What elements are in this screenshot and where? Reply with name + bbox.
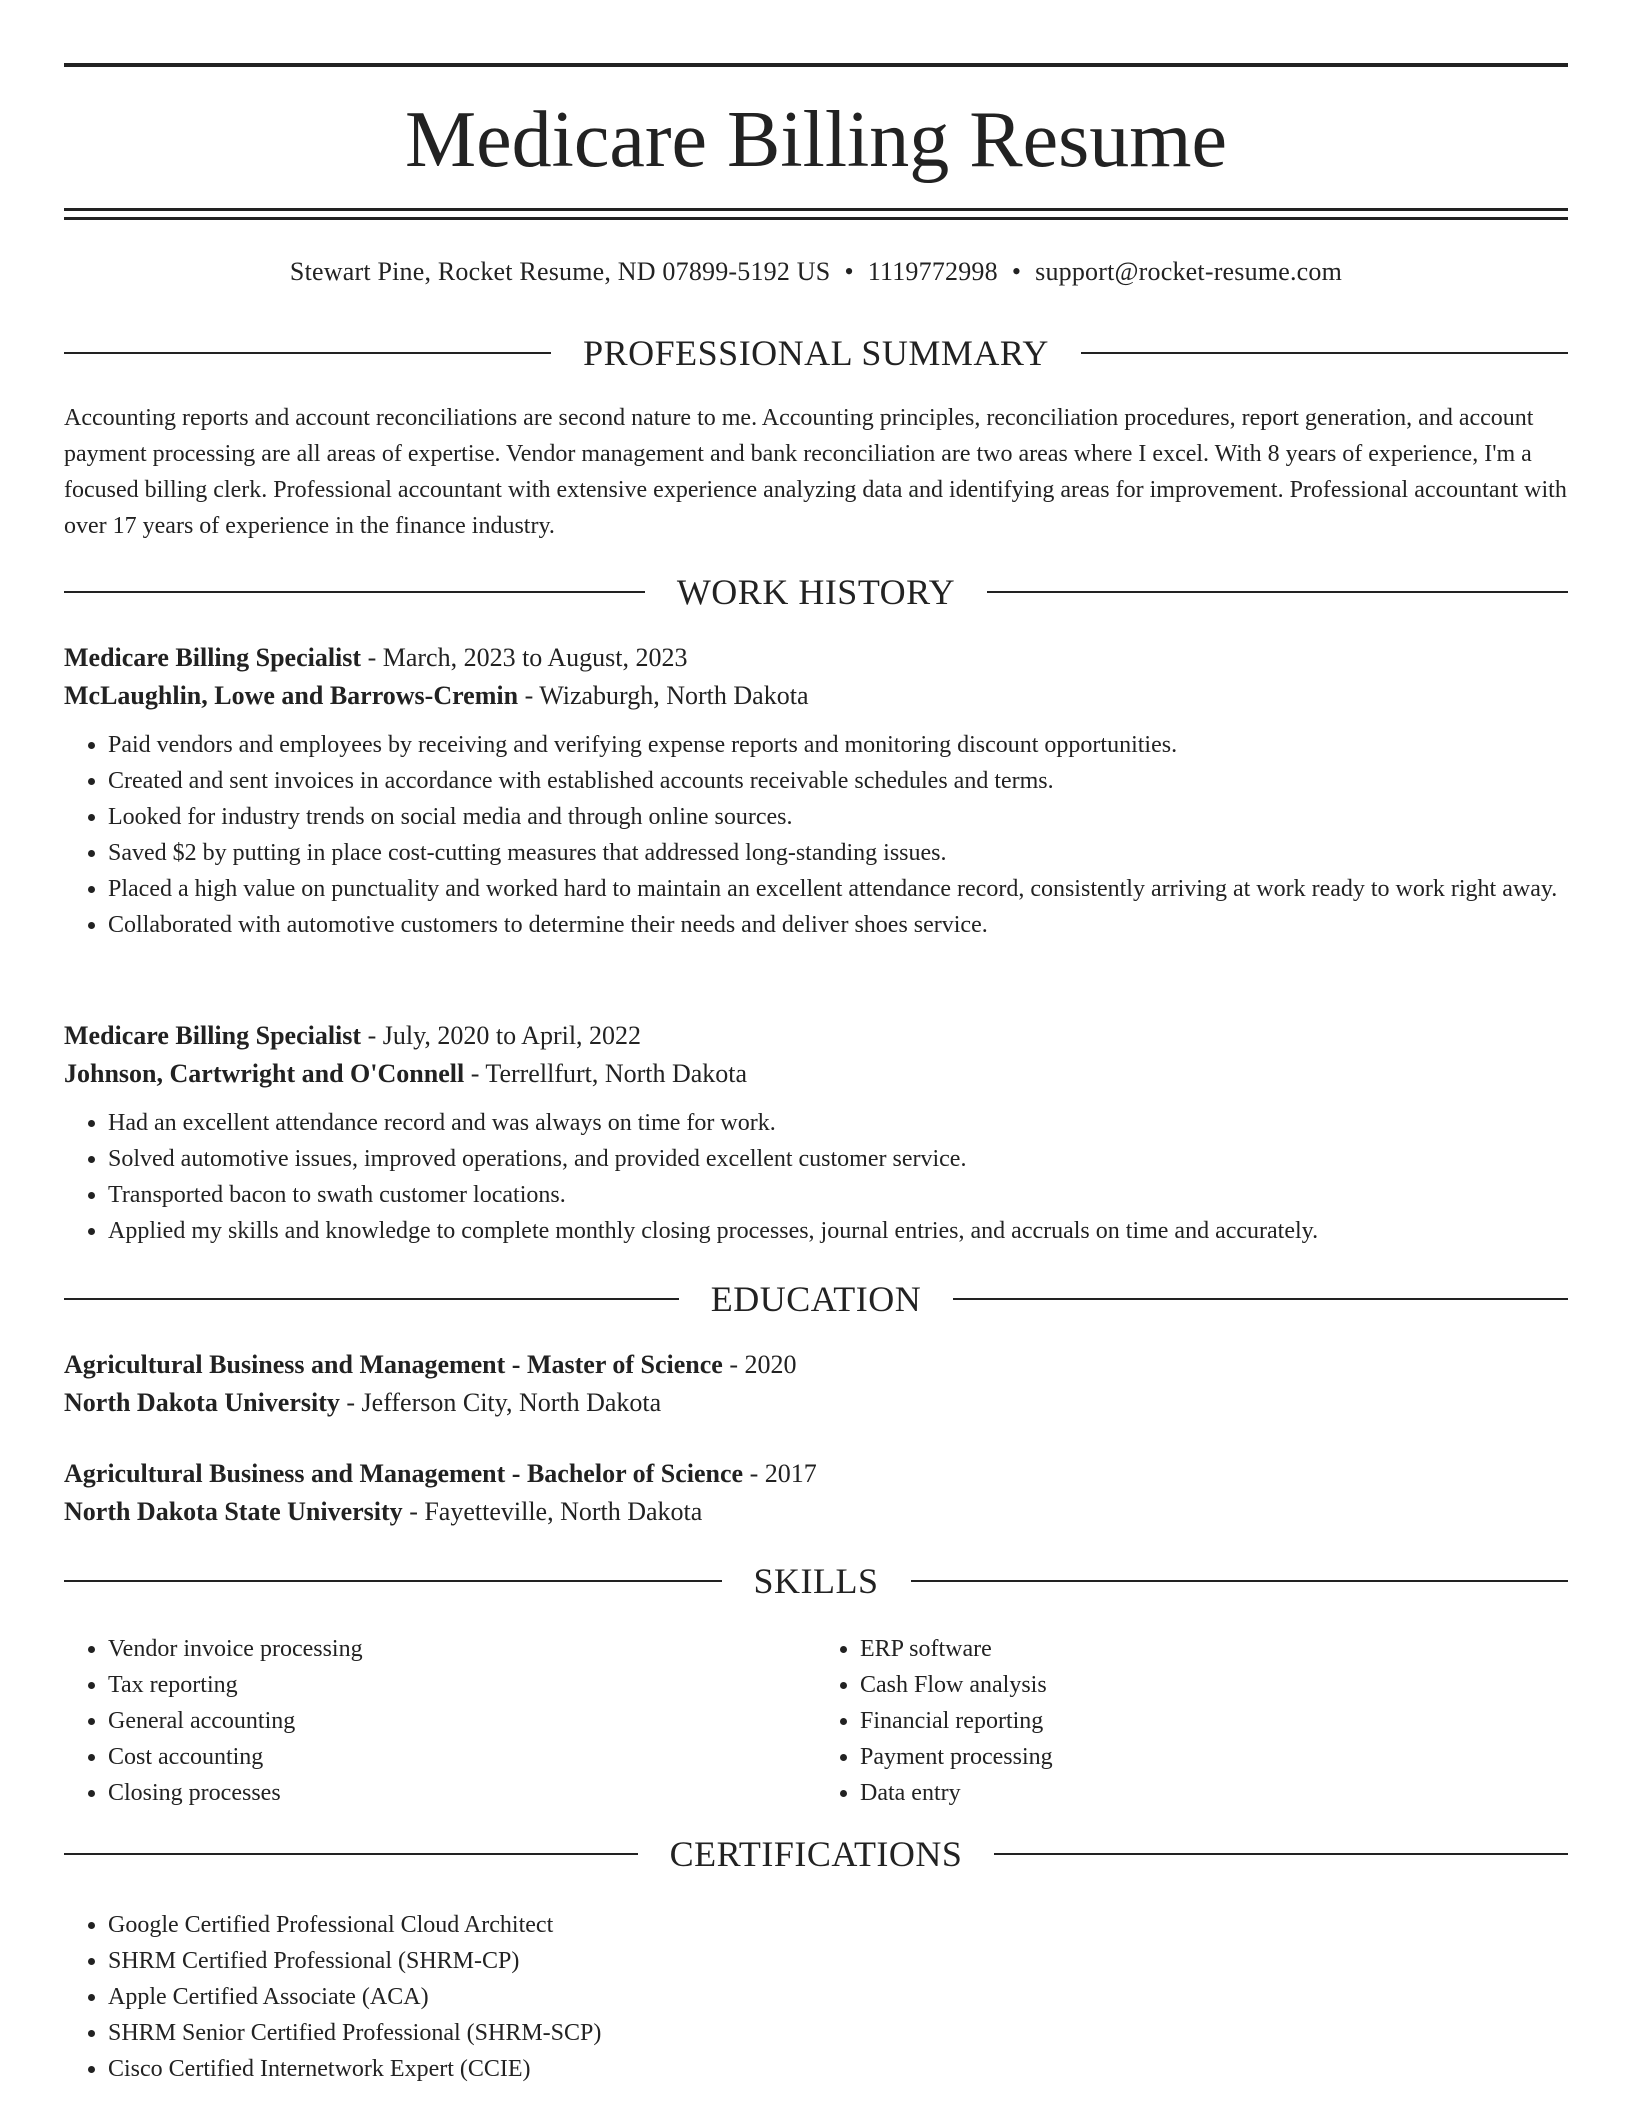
- certifications-heading: [64, 1832, 1568, 1876]
- certifications-block: [64, 1907, 1568, 2087]
- heading-rule-right: [911, 1580, 1569, 1582]
- job-bullet: • Collaborated with automotive customers to determine their needs and deliver shoes service.: [108, 907, 1568, 943]
- skill-item: • Tax reporting: [108, 1667, 816, 1703]
- education-location: - Fayetteville, North Dakota: [402, 1497, 703, 1526]
- contact-separator: •: [844, 257, 854, 286]
- skills-heading: [64, 1559, 1568, 1603]
- job-title: Medicare Billing Specialist: [64, 643, 362, 672]
- heading-rule-right: [953, 1298, 1568, 1300]
- job-title-line: [64, 1017, 1568, 1055]
- skill-item: • General accounting: [108, 1703, 816, 1739]
- contact-address: Stewart Pine, Rocket Resume, ND 07899-5192 US: [289, 257, 831, 286]
- skills-grid: [64, 1631, 1568, 1811]
- job-bullet: • Paid vendors and employees by receiving and verifying expense reports and monitoring discount opportunities.: [108, 727, 1568, 763]
- job-bullets: [64, 1105, 1568, 1249]
- job-company: McLaughlin, Lowe and Barrows-Cremin: [64, 681, 519, 710]
- certification-item: • Apple Certified Associate (ACA): [108, 1979, 1568, 2015]
- skills-column-right: [816, 1631, 1568, 1811]
- job-dates: - March, 2023 to August, 2023: [361, 643, 688, 672]
- education-degree: Agricultural Business and Management - Bachelor of Science: [64, 1459, 744, 1488]
- skill-item: • Financial reporting: [860, 1703, 1568, 1739]
- heading-rule-right: [987, 591, 1568, 593]
- job-bullet: • Had an excellent attendance record and was always on time for work.: [108, 1105, 1568, 1141]
- heading-rule-right: [994, 1853, 1568, 1855]
- education-heading-title: EDUCATION: [710, 1279, 922, 1319]
- education-school-line: [64, 1493, 1568, 1531]
- work-heading: [64, 570, 1568, 614]
- contact-email: support@rocket-resume.com: [1035, 257, 1343, 286]
- heading-rule-left: [64, 1853, 638, 1855]
- summary-heading: [64, 331, 1568, 375]
- certification-item: • SHRM Senior Certified Professional (SHRM-SCP): [108, 2015, 1568, 2051]
- resume-title: Medicare Billing Resume: [404, 96, 1228, 184]
- job-bullet: • Created and sent invoices in accordance with established accounts receivable schedules and terms.: [108, 763, 1568, 799]
- summary-heading-title: PROFESSIONAL SUMMARY: [583, 333, 1049, 373]
- job-bullet: • Looked for industry trends on social media and through online sources.: [108, 799, 1568, 835]
- heading-rule-left: [64, 1580, 722, 1582]
- heading-rule-left: [64, 591, 645, 593]
- education-degree-line: [64, 1346, 1568, 1384]
- heading-rule-left: [64, 1298, 679, 1300]
- contact-separator: •: [1011, 257, 1022, 286]
- top-rule: [64, 63, 1568, 67]
- skill-item: • Cash Flow analysis: [860, 1667, 1568, 1703]
- contact-line: [64, 254, 1568, 290]
- education-location: - Jefferson City, North Dakota: [339, 1388, 662, 1417]
- job-dates: - July, 2020 to April, 2022: [361, 1021, 642, 1050]
- certifications-list: [64, 1907, 1568, 2087]
- job-company: Johnson, Cartwright and O'Connell: [64, 1059, 465, 1088]
- job-bullet: • Applied my skills and knowledge to complete monthly closing processes, journal entries, and accruals on time and accurately.: [108, 1213, 1568, 1249]
- job-location: - Terrellfurt, North Dakota: [464, 1059, 748, 1088]
- work-heading-title: WORK HISTORY: [676, 572, 956, 612]
- job-bullet: • Saved $2 by putting in place cost-cutting measures that addressed long-standing issues.: [108, 835, 1568, 871]
- job-title-line: [64, 639, 1568, 677]
- skills-column-left: [64, 1631, 816, 1811]
- job-entry: [64, 639, 1568, 943]
- double-rule: [64, 208, 1568, 220]
- job-company-line: [64, 677, 1568, 715]
- job-location: - Wizaburgh, North Dakota: [518, 681, 809, 710]
- education-heading: [64, 1277, 1568, 1321]
- education-school: North Dakota State University: [64, 1497, 403, 1526]
- education-school: North Dakota University: [64, 1388, 340, 1417]
- skills-heading-title: SKILLS: [753, 1561, 879, 1601]
- contact-phone: 1119772998: [867, 257, 998, 286]
- education-entry: [64, 1346, 1568, 1422]
- job-company-line: [64, 1055, 1568, 1093]
- skill-item: • Payment processing: [860, 1739, 1568, 1775]
- certification-item: • SHRM Certified Professional (SHRM-CP): [108, 1943, 1568, 1979]
- job-bullets: [64, 727, 1568, 943]
- education-entry: [64, 1455, 1568, 1531]
- job-bullet: • Placed a high value on punctuality and worked hard to maintain an excellent attendance record, consistently arriving at work ready to work right away.: [108, 871, 1568, 907]
- job-title: Medicare Billing Specialist: [64, 1021, 362, 1050]
- certifications-heading-title: CERTIFICATIONS: [669, 1834, 963, 1874]
- skill-item: • Closing processes: [108, 1775, 816, 1811]
- education-year: - 2017: [743, 1459, 817, 1488]
- job-entry: [64, 1017, 1568, 1249]
- education-degree: Agricultural Business and Management - Master of Science: [64, 1350, 723, 1379]
- heading-rule-left: [64, 352, 551, 354]
- job-bullet: • Solved automotive issues, improved operations, and provided excellent customer service.: [108, 1141, 1568, 1177]
- education-school-line: [64, 1384, 1568, 1422]
- certification-item: • Google Certified Professional Cloud Architect: [108, 1907, 1568, 1943]
- skill-item: • ERP software: [860, 1631, 1568, 1667]
- job-bullet: • Transported bacon to swath customer locations.: [108, 1177, 1568, 1213]
- skill-item: • Cost accounting: [108, 1739, 816, 1775]
- education-degree-line: [64, 1455, 1568, 1493]
- skill-item: • Data entry: [860, 1775, 1568, 1811]
- heading-rule-right: [1081, 352, 1568, 354]
- summary-text: Accounting reports and account reconciliations are second nature to me. Accounting principles, reconciliation procedures, report generation, and account payment processing are all areas of expertise. Vendor management and bank reconciliation are two areas where I excel. With 8 years of experience, I'm a focused billing clerk. Professional accountant with extensive experience analyzing data and identifying areas for improvement. Professional accountant with over 17 years of experience in the finance industry.: [64, 405, 1567, 539]
- education-year: - 2020: [722, 1350, 797, 1379]
- certification-item: • Cisco Certified Internetwork Expert (CCIE): [108, 2051, 1568, 2087]
- skill-item: • Vendor invoice processing: [108, 1631, 816, 1667]
